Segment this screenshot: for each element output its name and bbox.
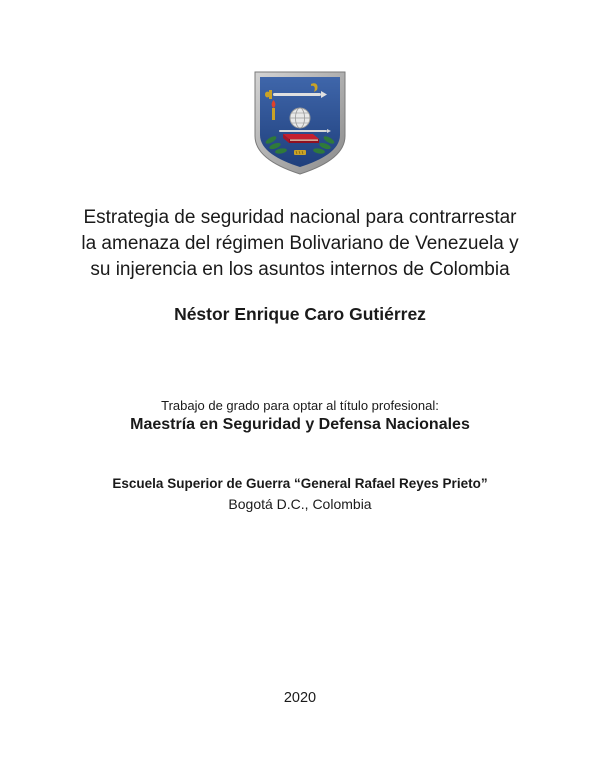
- thesis-title: [40, 205, 560, 283]
- institution-emblem: [253, 70, 347, 176]
- school-name: Escuela Superior de Guerra “General Rafael Reyes Prieto”: [112, 476, 488, 491]
- degree-intro: Trabajo de grado para optar al título profesional:: [161, 398, 439, 413]
- crest-mark-icon: [294, 150, 306, 155]
- degree-name: Maestría en Seguridad y Defensa Nacionales: [130, 416, 470, 433]
- book-icon: [283, 134, 319, 143]
- title-line: su injerencia en los asuntos internos de Colombia: [90, 259, 510, 280]
- globe-icon: [290, 108, 310, 128]
- title-line: la amenaza del régimen Bolivariano de Venezuela y: [81, 233, 519, 254]
- publication-year: 2020: [283, 690, 317, 706]
- title-line: Estrategia de seguridad nacional para contrarrestar: [83, 207, 517, 228]
- author-name: Néstor Enrique Caro Gutiérrez: [174, 304, 426, 324]
- city-country: Bogotá D.C., Colombia: [228, 496, 372, 512]
- shield-icon: [253, 70, 347, 176]
- torch-icon: [272, 100, 276, 120]
